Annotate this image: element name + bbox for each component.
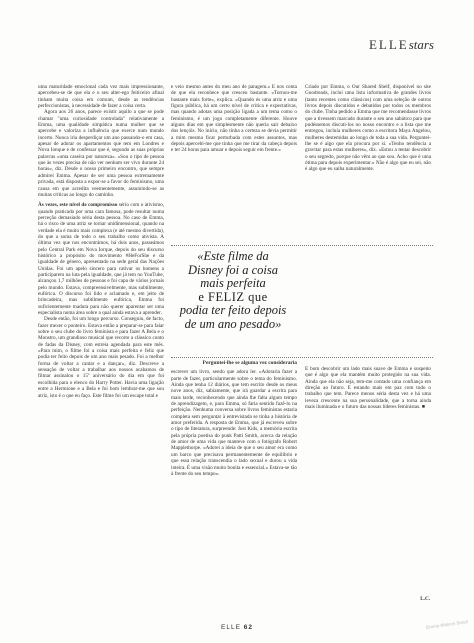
paragraph: uma maturidade emocional cada vez mais impressionante, apercebeu-se de que ela e o seu alter-ego feiticeiro afinal tinham muita coisa em comum, desde as tendências perfeccionistas, à necessidade de fazer a coisa certa. — [38, 84, 164, 110]
pull-quote-line: Disney foi a coisa — [188, 262, 278, 277]
paragraph: Criado por Emma, o Our Shared Shelf, disponível no site Goodreads, inclui uma lista informativa de grandes livros (tanto recentes como clássicos) com uma seleção de outros livros depois discutidos e debatidos por todos os membros do clube. Tinha pedido a Emma que me recomendasse livros que a tivessem marcado durante o seu ano sabático para que pudéssemos discuti-los no nosso encontro e a lista que me entregou, incluía mulheres como a escritora Maya Angelou, mulheres destemidas ao longo de toda a sua vida. Perguntei-lhe se é algo que ela procura por si. «Tenho tendência a gravitar para estas mulheres», diz. «Estou a tentar descobrir o seu segredo, porque não vêm ao que sou. Acho que é uma ótima para depois experimentar.» Não é algo que eu sei, não é algo que eu saiba naturalmente. — [305, 84, 431, 173]
brand-logo: ELLE — [368, 37, 409, 52]
pull-quote-line: podia ter feito depois — [179, 303, 287, 317]
paragraph: escrever um livro, sendo que adora ler. «Adoraria fazer a parte de fazer, particularmente sobre o tema do feminismo. Ainda que tenha 12 diários, que tem escrito desde os meus nove anos, diz, sabiamente, que irá guardar a escrita para mais tarde, reconhecendo que ainda lhe falta algum tempo de aprendizagem, e, para Emma, só faria sentido fazê-lo na perfeição. Nenhuma conversa sobre livros feministas estaria completa sem perguntar à entrevistada se tinha a história de amor preferida. A resposta de Emma, que já escreveu sobre o tipo de literatura, surpreende: Just Kids, a memória escrita pela própria poetisa do punk Patti Smith, acerca da relação de amor de uma vida que manteve com o fotógrafo Robert Mapplethorpe. «Adorei a ideia de que o seu amor era como um barco que precisava permanentemente de equilíbrio e que essa relação transcendia o lado sexual e durou a vida inteira. É uma visão muito bonita e essencial.» Estava-se tão à frente do seu tempo». — [171, 369, 297, 477]
subheading: Às vezes, este nível de compromisso — [38, 202, 118, 209]
author-signature: L.C. — [420, 596, 430, 602]
footer-brand: ELLE — [221, 624, 241, 631]
column-3 — [305, 84, 431, 356]
watermark: Emma Watson Brasil — [426, 619, 469, 630]
pull-quote-line: «Este filme da — [197, 249, 269, 263]
paragraph — [38, 202, 164, 316]
paragraph: Desde então, foi um longo percurso. Conseguiu, de facto, fazer mexer o ponteiro. Estava então a preparar-se para falar sobre o seu clube do livro feminista e para fazer A Bela e o Monstro, um grandioso musical que recorre a clássico conto de fadas da Disney, com estreia agendada para este mês. «Para mim, o filme foi a coisa mais perfeita e feliz que podia ter feito depois de um ano mais pesado. Foi a melhor forma de voltar a cantar e a dançar», diz. Descreve a sensação de voltar a trabalhar aos nossos acabamos de filmar assinalou o 15º aniversário do dia em que foi escolhida para o elenco do Harry Potter. Havia uma ligação entre a Hermione e a Bela e foi bom lembrar-me que sou atriz, isto é o que eu faço. Este filme foi um escape total e — [38, 316, 164, 399]
paragraph: É bom descobrir um lado mais suave de Emma e suspeito que é algo que ela mantém muito protegido na sua vida. Ainda que ela não seja, tem-me contado uma confiança em direção ao futuro. E estando mais em paz com todo o trabalho que tem. Parece menos séria desta vez e há uma leveza crescente na sua personalidade, que a torna ainda mais iluminada e o futuro das nossas líderes feministas. ■ — [305, 366, 431, 411]
page-footer — [0, 624, 474, 631]
pull-quote — [171, 250, 295, 331]
column-5 — [305, 366, 431, 596]
section-name: stars — [408, 37, 434, 52]
section-header — [369, 36, 434, 54]
pull-quote-bottom-rule — [171, 357, 433, 358]
column-4 — [171, 360, 297, 596]
pull-quote-line: de um ano pesado» — [184, 316, 282, 331]
pull-quote-line: mais perfeita — [200, 276, 266, 290]
pull-quote-line: e FELIZ que — [198, 289, 268, 304]
paragraph: Agora aos 26 anos, parece existir aquilo a que se pode chamar "uma curiosidade controlada" relativamente a Emma, uma qualidade simpática numa mulher que se apercebe e valoriza a influência que exerce num mundo incerto. Nunca iria desperdiçar um ano passando-o em casa, apesar de adorar os apartamentos que tem em Londres e Nova Ionque e de confessar que é, segundo as suas próprias palavras «uma caseira por natureza». «Sou o tipo de pessoa que às vezes precisa de não ver nenhum ser vivo durante 24 horas», diz. Desde o nosso primeiro encontro, que sempre admirei Emma. Apesar de ser uma pessoa extremamente privada, está disposta a expor-se a favor do feminismo, uma causa em que acredita veementemente, assumindo-se as muitas críticas ao longo do caminho. — [38, 109, 164, 198]
page-number: 62 — [243, 624, 253, 631]
pull-quote-top-rule — [171, 245, 433, 246]
paragraph: e veio mesmo antes do meu ano de paragem.» E nos conta de que ela reconhece que cresceu bastante. «Tornou-me bastante mais forte», explica. «Quando és uma atriz e uma figura pública, há um certo nível de crítica e expectativas, mas quando adotas uma posição ligada a um tema como o feminismo, é um jogo completamente diferente. Houve alguns dias em que simplesmente não queria sair debaixo dos lençóis. No início, não tinha a certeza se devia permitir a mim mesma ficar perturbada com estes assuntos, mas depois apercebi-me que tinha que me tirar da cabeça depois e ter 24 horas para amuar e depois seguir em frente.» — [171, 84, 297, 154]
subheading-text: Perguntei-lhe se alguma vez consideraria — [202, 360, 297, 366]
column-2 — [171, 84, 297, 234]
paragraph-text: sério com o ativismo, quando praticado por uma cara famosa, pode resultar numa perceção demasiado séria desta pessoa. No caso de Emma, há o risco de uma atriz se tornar unidimensional, quando na verdade ela é muito mais complexa (e até mesmo divertida), do que a soma de todo o seu trabalho como ativista. A última vez que nos encontrámos, há dois anos, passeámos pelo Central Park em Nova Iorque, depois do seu discurso histórico a propósito do movimento #HeForShe e da igualdade de género, apresentado na sede geral das Nações Unidas. Foi um apelo sincero para cativar os homens a participarem na luta pela igualdade, que já tem no YouTube, alcançou 1,7 milhões de pessoas e foi capa de vários jornais pelo mundo. Estava, compreensivelmente, mas subtilmente, eufórica. O discurso foi lido e aclamado e, em jeito de brincadeira, mas subtilmente eufórica, Emma foi suficientemente madura para não querer aparentar ser uma especialista numa área sobre a qual ainda estava a aprender. — [38, 202, 164, 317]
subheading — [171, 360, 297, 366]
column-1 — [38, 84, 164, 399]
